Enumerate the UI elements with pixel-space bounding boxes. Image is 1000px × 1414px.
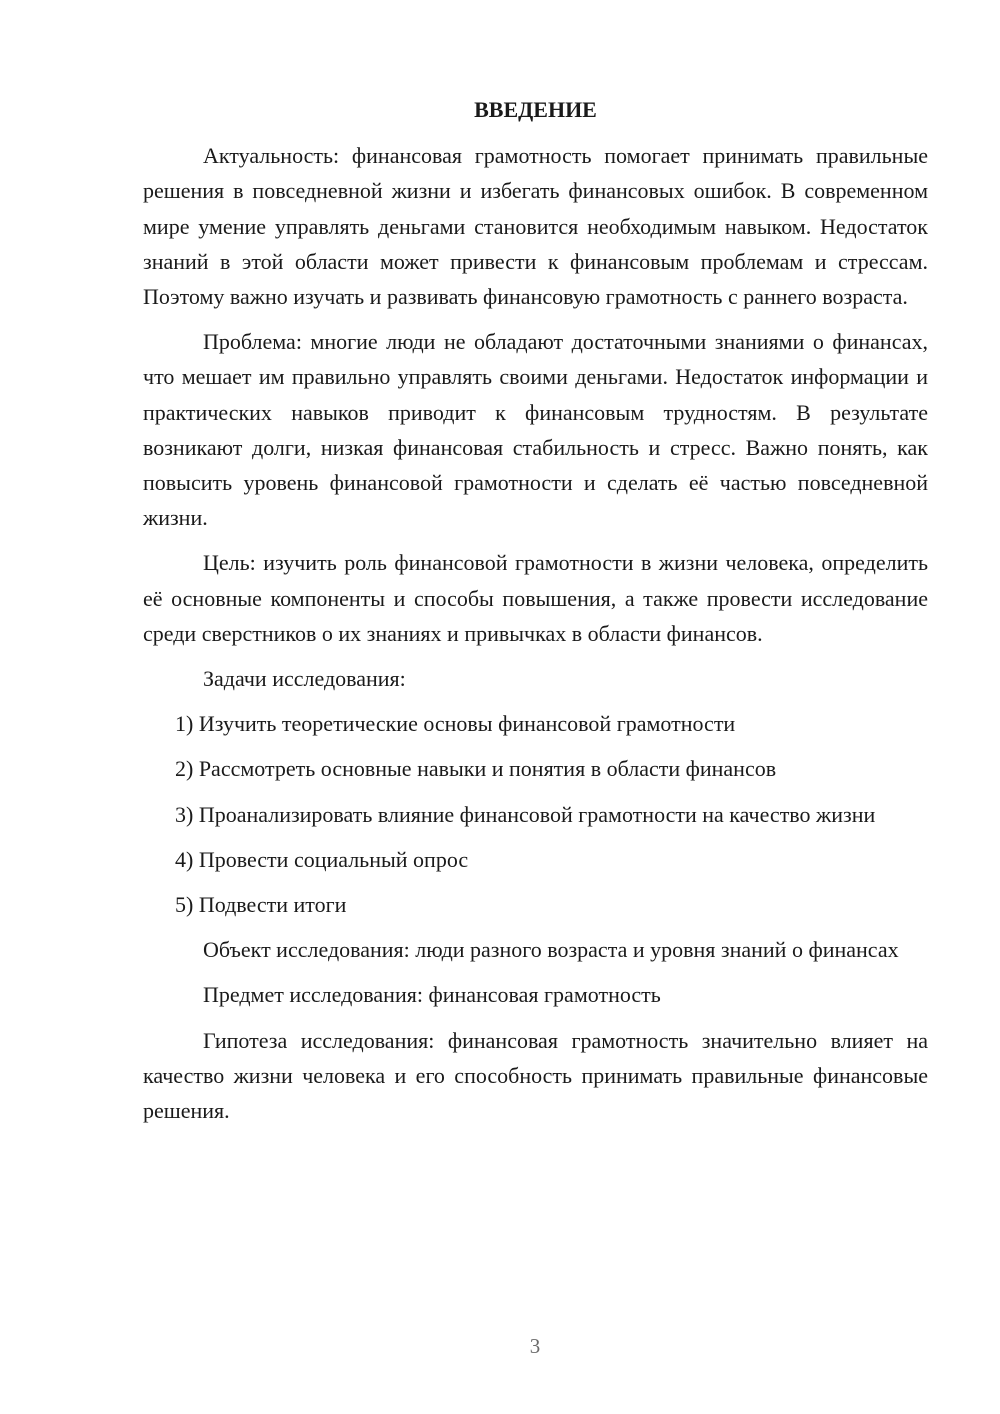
list-item: 4) Провести социальный опрос: [175, 846, 469, 872]
paragraph-goal: Цель: изучить роль финансовой грамотности в жизни человека, определить её основные компоненты и способы повышения, а также провести исследование среди сверстников о их знаниях и привычках в области финансов.: [143, 550, 928, 646]
list-item: 2) Рассмотреть основные навыки и понятия в области финансов: [175, 756, 777, 782]
section-title: ВВЕДЕНИЕ: [474, 97, 597, 122]
page-number: 3: [529, 1334, 541, 1358]
list-item: 1) Изучить теоретические основы финансовой грамотности: [175, 711, 736, 737]
paragraph-subject: Предмет исследования: финансовая грамотность: [203, 982, 661, 1008]
paragraph-problem: Проблема: многие люди не обладают достаточными знаниями о финансах, что мешает им правильно управлять своими деньгами. Недостаток информации и практических навыков приводит к финансовым трудностям. В результате возникают долги, низкая финансовая стабильность и стресс. Важно понять, как повысить уровень финансовой грамотности и сделать её частью повседневной жизни.: [143, 329, 928, 531]
list-item: 3) Проанализировать влияние финансовой грамотности на качество жизни: [175, 801, 876, 827]
document-page: [143, 92, 928, 1138]
list-item: 5) Подвести итоги: [175, 892, 347, 918]
paragraph-hypothesis: Гипотеза исследования: финансовая грамотность значительно влияет на качество жизни человека и его способность принимать правильные финансовые решения.: [143, 1027, 928, 1124]
paragraph-relevance: Актуальность: финансовая грамотность помогает принимать правильные решения в повседневной жизни и избегать финансовых ошибок. В современном мире умение управлять деньгами становится необходимым навыком. Недостаток знаний в этой области может привести к финансовым проблемам и стрессам. Поэтому важно изучать и развивать финансовую грамотность с раннего возраста.: [143, 143, 928, 310]
tasks-list: [143, 706, 928, 922]
paragraph-object: Объект исследования: люди разного возраста и уровня знаний о финансах: [203, 937, 899, 963]
tasks-heading: Задачи исследования:: [203, 666, 406, 692]
